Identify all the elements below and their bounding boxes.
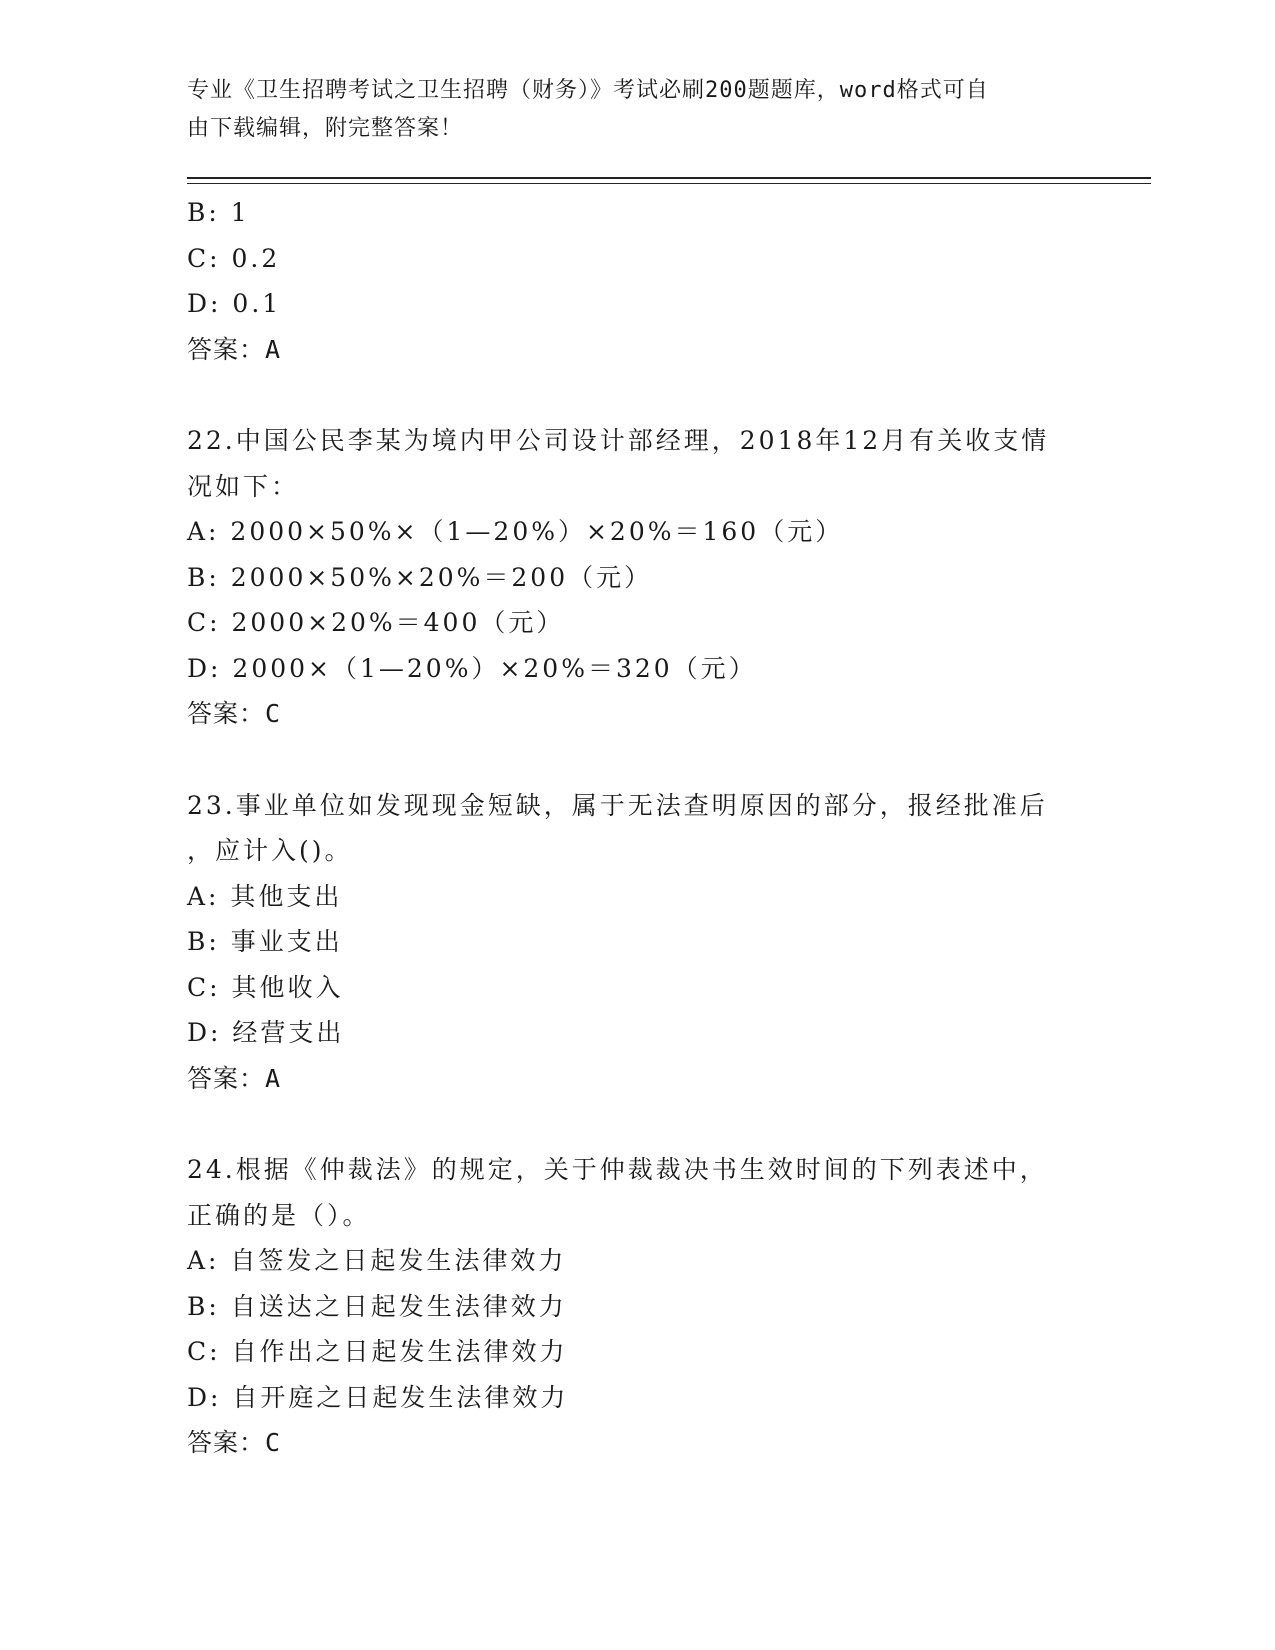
- document-header: [187, 72, 1067, 148]
- spacer: [187, 372, 1087, 418]
- option-c: C: 2000×20%＝400（元）: [187, 608, 565, 637]
- option-d: D: 2000×（1—20%）×20%＝320（元）: [187, 653, 757, 683]
- question-21-tail: [187, 190, 1087, 372]
- header-rule-thin: [187, 183, 1151, 184]
- spacer: [187, 737, 1087, 783]
- question-stem-line-1: 24.根据《仲裁法》的规定，关于仲裁裁决书生效时间的下列表述中，: [187, 1155, 1048, 1184]
- spacer: [187, 1101, 1087, 1147]
- answer-label: 答案：C: [187, 699, 282, 728]
- option-b: B: 事业支出: [187, 927, 343, 956]
- question-stem-line-2: 况如下：: [187, 471, 300, 501]
- option-a: A: 2000×50%×（1—20%）×20%＝160（元）: [187, 517, 844, 546]
- question-24: [187, 1147, 1087, 1466]
- option-d: D: 自开庭之日起发生法律效力: [187, 1382, 569, 1412]
- document-body: [187, 190, 1087, 1466]
- header-rule-thick: [187, 177, 1151, 179]
- question-stem-line-1: 22.中国公民李某为境内甲公司设计部经理，2018年12月有关收支情: [187, 426, 1050, 455]
- option-c: C: 自作出之日起发生法律效力: [187, 1337, 568, 1366]
- question-stem-line-1: 23.事业单位如发现现金短缺，属于无法查明原因的部分，报经批准后: [187, 790, 1048, 820]
- question-23: [187, 783, 1087, 1102]
- answer-label: 答案：A: [187, 334, 282, 364]
- answer-label: 答案：A: [187, 1063, 282, 1093]
- header-line-1: 专业《卫生招聘考试之卫生招聘（财务）》考试必刷200题题库，word格式可自: [187, 78, 989, 103]
- question-stem-line-2: 正确的是（）。: [187, 1200, 371, 1230]
- option-b: B: 2000×50%×20%＝200（元）: [187, 562, 653, 592]
- answer-label: 答案：C: [187, 1428, 282, 1457]
- question-22: [187, 418, 1087, 737]
- option-b: B: 1: [187, 198, 250, 227]
- question-stem-line-2: ，应计入()。: [187, 836, 353, 865]
- option-b: B: 自送达之日起发生法律效力: [187, 1291, 567, 1321]
- option-d: D: 0.1: [187, 289, 282, 318]
- option-c: C: 其他收入: [187, 972, 344, 1002]
- option-d: D: 经营支出: [187, 1018, 345, 1047]
- header-line-2: 由下载编辑，附完整答案！: [187, 116, 464, 141]
- option-a: A: 其他支出: [187, 881, 343, 911]
- option-c: C: 0.2: [187, 243, 281, 273]
- option-a: A: 自签发之日起发生法律效力: [187, 1246, 567, 1275]
